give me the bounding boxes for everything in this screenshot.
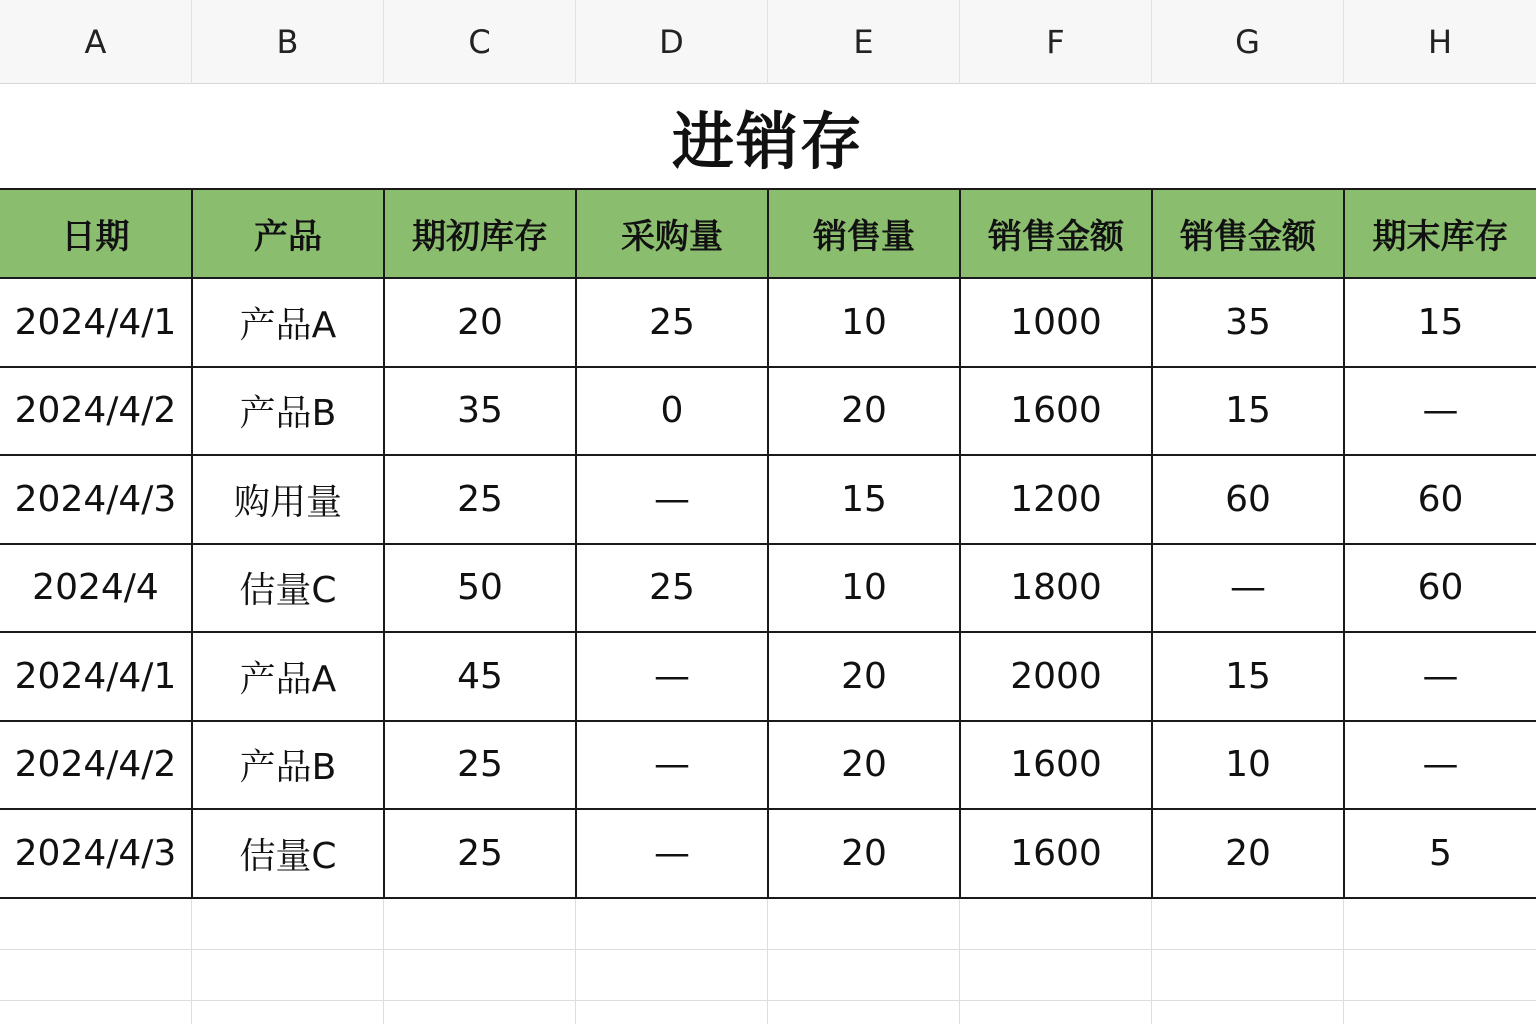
table-cell[interactable]: — [1344, 367, 1536, 456]
table-cell[interactable]: 1000 [960, 278, 1152, 367]
table-cell[interactable]: 60 [1152, 455, 1344, 544]
empty-row [0, 899, 1536, 950]
table-cell[interactable]: — [576, 632, 768, 721]
table-cell[interactable]: 15 [1152, 632, 1344, 721]
table-cell[interactable]: 20 [768, 632, 960, 721]
table-cell[interactable]: 产品B [192, 367, 384, 456]
header-cell[interactable]: 销售金额 [1152, 189, 1344, 278]
table-cell[interactable]: 60 [1344, 455, 1536, 544]
table-cell[interactable]: 15 [1344, 278, 1536, 367]
header-cell[interactable]: 日期 [0, 189, 192, 278]
table-cell[interactable]: 佶量C [192, 809, 384, 898]
column-header-f[interactable]: F [960, 0, 1152, 84]
table-cell[interactable]: 10 [768, 544, 960, 633]
table-cell[interactable]: 0 [576, 367, 768, 456]
table-cell[interactable]: — [576, 809, 768, 898]
empty-row [0, 950, 1536, 1001]
table-cell[interactable]: — [576, 721, 768, 810]
table-cell[interactable]: 15 [768, 455, 960, 544]
table-cell[interactable]: 20 [384, 278, 576, 367]
empty-cell[interactable] [384, 899, 576, 949]
header-cell[interactable]: 期初库存 [384, 189, 576, 278]
table-cell[interactable]: 20 [768, 367, 960, 456]
empty-cell[interactable] [960, 950, 1152, 1000]
empty-row [0, 1001, 1536, 1024]
table-cell[interactable]: 1200 [960, 455, 1152, 544]
inventory-table [0, 188, 1536, 899]
empty-cell[interactable] [192, 899, 384, 949]
column-header-g[interactable]: G [1152, 0, 1344, 84]
table-cell[interactable]: 1600 [960, 721, 1152, 810]
empty-cell[interactable] [1152, 950, 1344, 1000]
table-cell[interactable]: 产品B [192, 721, 384, 810]
empty-cell[interactable] [0, 1001, 192, 1024]
table-cell[interactable]: 50 [384, 544, 576, 633]
table-cell[interactable]: 20 [768, 721, 960, 810]
empty-cell[interactable] [384, 1001, 576, 1024]
table-cell[interactable]: 2024/4/3 [0, 455, 192, 544]
table-cell[interactable]: 10 [768, 278, 960, 367]
table-cell[interactable]: 佶量C [192, 544, 384, 633]
empty-cell[interactable] [0, 899, 192, 949]
empty-cell[interactable] [768, 1001, 960, 1024]
sheet-title: 进销存 [671, 105, 864, 178]
empty-cell[interactable] [1344, 950, 1536, 1000]
table-row [0, 278, 1536, 367]
empty-cell[interactable] [576, 899, 768, 949]
header-cell[interactable]: 销售金额 [960, 189, 1152, 278]
column-header-c[interactable]: C [384, 0, 576, 84]
table-cell[interactable]: 25 [384, 455, 576, 544]
table-cell[interactable]: 2024/4/3 [0, 809, 192, 898]
empty-grid-area [0, 899, 1536, 1024]
column-header-b[interactable]: B [192, 0, 384, 84]
table-cell[interactable]: 产品A [192, 278, 384, 367]
empty-cell[interactable] [1152, 1001, 1344, 1024]
table-row [0, 721, 1536, 810]
empty-cell[interactable] [0, 950, 192, 1000]
table-cell[interactable]: 25 [384, 721, 576, 810]
table-cell[interactable]: — [1344, 721, 1536, 810]
table-row [0, 632, 1536, 721]
table-cell[interactable]: 20 [768, 809, 960, 898]
table-row [0, 367, 1536, 456]
table-cell[interactable]: 2024/4 [0, 544, 192, 633]
table-cell[interactable]: — [1152, 544, 1344, 633]
table-cell[interactable]: 1800 [960, 544, 1152, 633]
table-cell[interactable]: 35 [1152, 278, 1344, 367]
header-cell[interactable]: 销售量 [768, 189, 960, 278]
table-row [0, 809, 1536, 898]
table-cell[interactable]: 25 [384, 809, 576, 898]
table-cell[interactable]: 20 [1152, 809, 1344, 898]
table-cell[interactable]: — [576, 455, 768, 544]
title-merged-cell[interactable] [0, 85, 1536, 188]
table-cell[interactable]: 2024/4/2 [0, 721, 192, 810]
header-cell[interactable]: 采购量 [576, 189, 768, 278]
table-header-row [0, 189, 1536, 278]
empty-cell[interactable] [1344, 1001, 1536, 1024]
empty-cell[interactable] [768, 950, 960, 1000]
table-row [0, 544, 1536, 633]
empty-cell[interactable] [384, 950, 576, 1000]
table-cell[interactable]: 购用量 [192, 455, 384, 544]
table-cell[interactable]: 产品A [192, 632, 384, 721]
table-cell[interactable]: 25 [576, 278, 768, 367]
table-cell[interactable]: 1600 [960, 367, 1152, 456]
empty-cell[interactable] [1152, 899, 1344, 949]
empty-cell[interactable] [768, 899, 960, 949]
table-cell[interactable]: — [1344, 632, 1536, 721]
header-cell[interactable]: 产品 [192, 189, 384, 278]
table-cell[interactable]: 60 [1344, 544, 1536, 633]
table-cell[interactable]: 35 [384, 367, 576, 456]
table-cell[interactable]: 2000 [960, 632, 1152, 721]
column-header-a[interactable]: A [0, 0, 192, 84]
header-cell[interactable]: 期末库存 [1344, 189, 1536, 278]
empty-cell[interactable] [960, 899, 1152, 949]
table-row [0, 455, 1536, 544]
empty-cell[interactable] [576, 1001, 768, 1024]
column-header-bar [0, 0, 1536, 84]
empty-cell[interactable] [1344, 899, 1536, 949]
column-header-e[interactable]: E [768, 0, 960, 84]
table-cell[interactable]: 2024/4/2 [0, 367, 192, 456]
empty-cell[interactable] [576, 950, 768, 1000]
column-header-d[interactable]: D [576, 0, 768, 84]
table-cell[interactable]: 25 [576, 544, 768, 633]
table-cell[interactable]: 2024/4/1 [0, 278, 192, 367]
empty-cell[interactable] [960, 1001, 1152, 1024]
table-cell[interactable]: 1600 [960, 809, 1152, 898]
column-header-h[interactable]: H [1427, 23, 1453, 61]
table-cell[interactable]: 45 [384, 632, 576, 721]
table-cell[interactable]: 15 [1152, 367, 1344, 456]
table-cell[interactable]: 2024/4/1 [0, 632, 192, 721]
table-cell[interactable]: 10 [1152, 721, 1344, 810]
empty-cell[interactable] [192, 1001, 384, 1024]
table-cell[interactable]: 5 [1344, 809, 1536, 898]
empty-cell[interactable] [192, 950, 384, 1000]
